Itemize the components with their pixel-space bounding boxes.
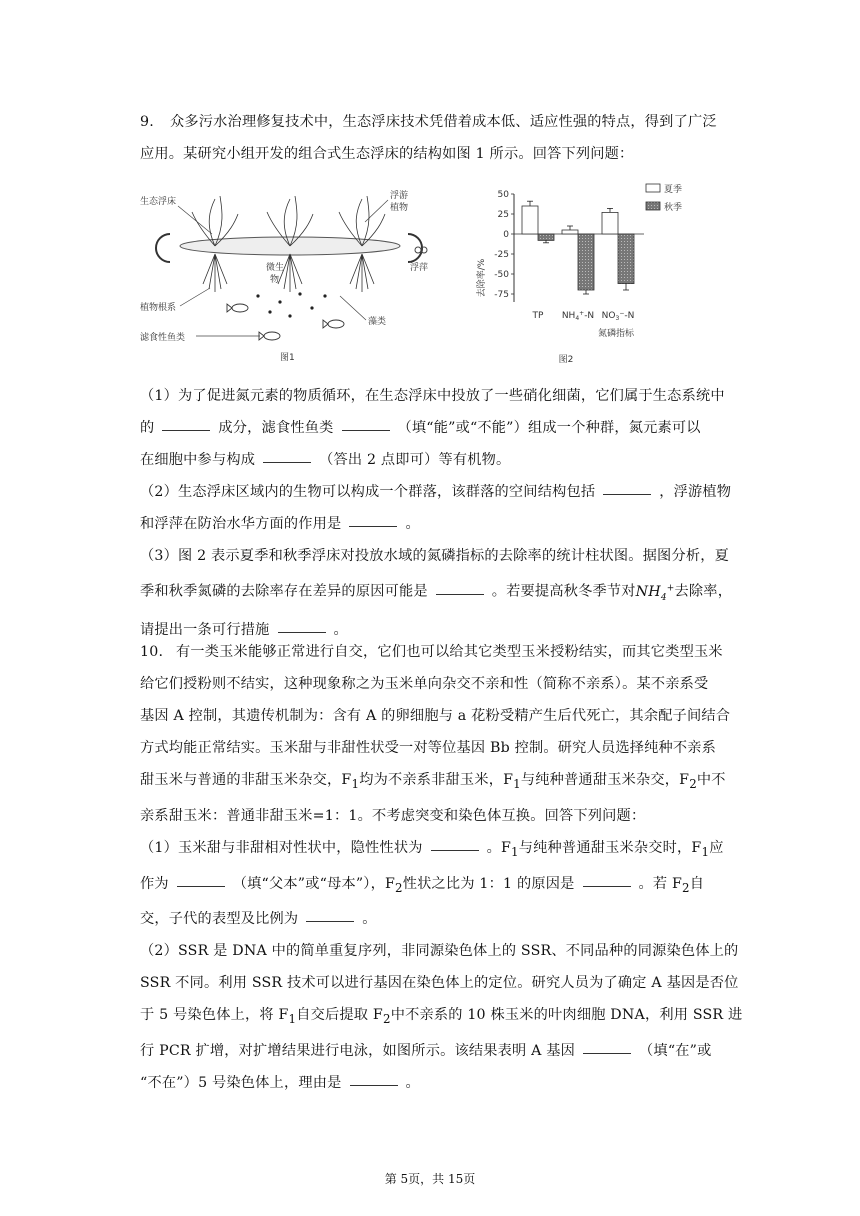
q10-part2-line4: 行 PCR 扩增，对扩增结果进行电泳，如图所示。该结果表明 A 基因 （填“在”或 [140, 1043, 712, 1060]
q10-line6: 亲系甜玉米：普通非甜玉米=1：1。不考虑突变和染色体互换。回答下列问题： [140, 807, 646, 824]
answer-blank[interactable] [349, 514, 397, 527]
q10-part2-line2: SSR 不同。利用 SSR 技术可以进行基因在染色体上的定位。研究人员为了确定 A 基因是否位 [140, 975, 739, 992]
q10-part1-line2: 作为 （填“父本”或“母本”），$F_2$性状之比为 1：1 的原因是 。若 $F_2$自 [140, 875, 705, 895]
bar-summer-1 [562, 230, 578, 234]
y-tick-label: 0 [503, 230, 509, 240]
legend-autumn-label: 秋季 [664, 203, 683, 213]
bar-summer-2 [602, 212, 618, 234]
answer-blank[interactable] [436, 582, 484, 595]
bar-summer-0 [522, 206, 538, 234]
legend-summer-label: 夏季 [664, 185, 683, 195]
q9-subquestions [140, 380, 748, 646]
answer-blank[interactable] [583, 874, 631, 887]
fig1-label-float-bed: 生态浮床 [140, 197, 177, 207]
q9-part3-line2: 季和秋季氮磷的去除率存在差异的原因可能是 。若要提高秋冬季节对$NH_4^+$去除率， [140, 583, 733, 603]
answer-blank[interactable] [350, 1073, 398, 1086]
bar-autumn-1 [578, 234, 594, 290]
answer-blank[interactable] [177, 874, 225, 887]
answer-blank[interactable] [306, 909, 354, 922]
q9-part1-line2: 的 成分，滤食性鱼类 （填“能”或“不能”）组成一个种群，氮元素可以 [140, 420, 701, 436]
bar-autumn-0 [538, 234, 554, 240]
y-tick-label: 25 [497, 210, 509, 220]
fig1-label-duckweed: 浮萍 [410, 263, 429, 273]
nh4-formula: $NH_4^+$ [635, 583, 675, 603]
q10-number: 10. [140, 644, 164, 660]
page-footer: 第 5页，共 15页 [384, 1172, 476, 1186]
answer-blank[interactable] [263, 450, 311, 463]
y-tick-label: -50 [494, 270, 509, 280]
q9-part3-line1: （3）图 2 表示夏季和秋季浮床对投放水域的氮磷指标的去除率的统计柱状图。据图分析，夏 [140, 548, 729, 564]
q9-intro [140, 106, 748, 170]
q10-part2-line3: 于 5 号染色体上，将 $F_1$自交后提取 $F_2$中不亲系的 10 株玉米的叶肉细胞 DNA，利用 SSR 进 [140, 1007, 743, 1027]
q10-line5: 甜玉米与普通的非甜玉米杂交，$F_1$均为不亲系非甜玉米，$F_1$与纯种普通甜玉米杂交，$F_2$中不 [140, 772, 726, 791]
q9-part1-line1: （1）为了促进氮元素的物质循环，在生态浮床中投放了一些硝化细菌，它们属于生态系统中 [140, 388, 725, 404]
bar-autumn-2 [618, 234, 634, 284]
x-tick-label: TP [532, 311, 544, 321]
answer-blank[interactable] [431, 838, 479, 851]
y-tick-label: 50 [497, 190, 509, 200]
q9-intro-line1: 众多污水治理修复技术中，生态浮床技术凭借着成本低、适应性强的特点，得到了广泛 [170, 114, 717, 130]
answer-blank[interactable] [342, 418, 390, 431]
q10-part1-line1: （1）玉米甜与非甜相对性状中，隐性性状为 。$F_1$与纯种普通甜玉米杂交时，$F_1$应 [140, 839, 724, 859]
q10-line1: 10. 有一类玉米能够正常进行自交，它们也可以给其它类型玉米授粉结实，而其它类型玉米 [140, 636, 748, 668]
figure-1-float-bed-diagram [140, 184, 440, 364]
microbe-dots [256, 292, 326, 317]
fish-icon [227, 304, 344, 340]
x-tick-label: $NH_4^+-N$ [561, 310, 595, 322]
fig2-caption: 图2 [558, 355, 574, 365]
x-tick-label: $NO_3^--N$ [601, 310, 635, 322]
y-tick-label: -25 [494, 250, 509, 260]
fig1-label-microbe2: 物 [270, 275, 280, 285]
fig1-caption: 图1 [280, 353, 295, 363]
q10-part1-line3: 交，子代的表型及比例为 。 [140, 911, 377, 928]
q10-part2-line5: “不在”）5 号染色体上，理由是 。 [140, 1075, 420, 1092]
legend-autumn-swatch [646, 202, 660, 210]
q9-intro-line2: 应用。某研究小组开发的组合式生态浮床的结构如图 1 所示。回答下列问题： [140, 146, 634, 162]
y-tick-label: -75 [494, 290, 509, 300]
q9-part3-line3: 请提出一条可行措施 。 [140, 621, 348, 638]
q9-number: 9. [140, 114, 154, 130]
fig1-label-filter-fish: 滤食性鱼类 [140, 333, 186, 343]
q10-line3: 基因 A 控制，其遗传机制为：含有 A 的卵细胞与 a 花粉受精产生后代死亡，其余配子间结合 [140, 708, 731, 724]
fig1-label-microbe: 微生 [266, 263, 285, 273]
q9-part1-line3: 在细胞中参与构成 （答出 2 点即可）等有机物。 [140, 452, 511, 468]
answer-blank[interactable] [603, 482, 651, 495]
answer-blank[interactable] [278, 620, 326, 633]
legend-summer-swatch [646, 184, 660, 192]
figure-2-removal-rate-chart [474, 178, 714, 368]
q10-line2: 给它们授粉则不结实，这种现象称之为玉米单向杂交不亲和性（简称不亲系）。某不亲系受 [140, 676, 709, 692]
fig2-ylabel: 去除率/% [477, 258, 487, 298]
fig1-label-roots: 植物根系 [140, 303, 177, 313]
q10-line4: 方式均能正常结实。玉米甜与非甜性状受一对等位基因 Bb 控制。研究人员选择纯种不亲系 [140, 740, 717, 756]
answer-blank[interactable] [583, 1041, 631, 1054]
q10-part2-line1: （2）SSR 是 DNA 中的简单重复序列，非同源染色体上的 SSR、不同品种的同源染色体上的 [140, 943, 739, 960]
answer-blank[interactable] [162, 418, 210, 431]
fig1-label-plankton2: 植物 [390, 203, 409, 213]
fig1-label-algae: 藻类 [368, 317, 387, 327]
fig2-xlabel: 氮磷指标 [597, 329, 635, 339]
q9-part2-line2: 和浮萍在防治水华方面的作用是 。 [140, 516, 420, 532]
q9-part2-line1: （2）生态浮床区域内的生物可以构成一个群落，该群落的空间结构包括 ，浮游植物 [140, 484, 732, 500]
q10 [140, 636, 748, 1099]
fig1-label-plankton: 浮游 [390, 191, 409, 201]
